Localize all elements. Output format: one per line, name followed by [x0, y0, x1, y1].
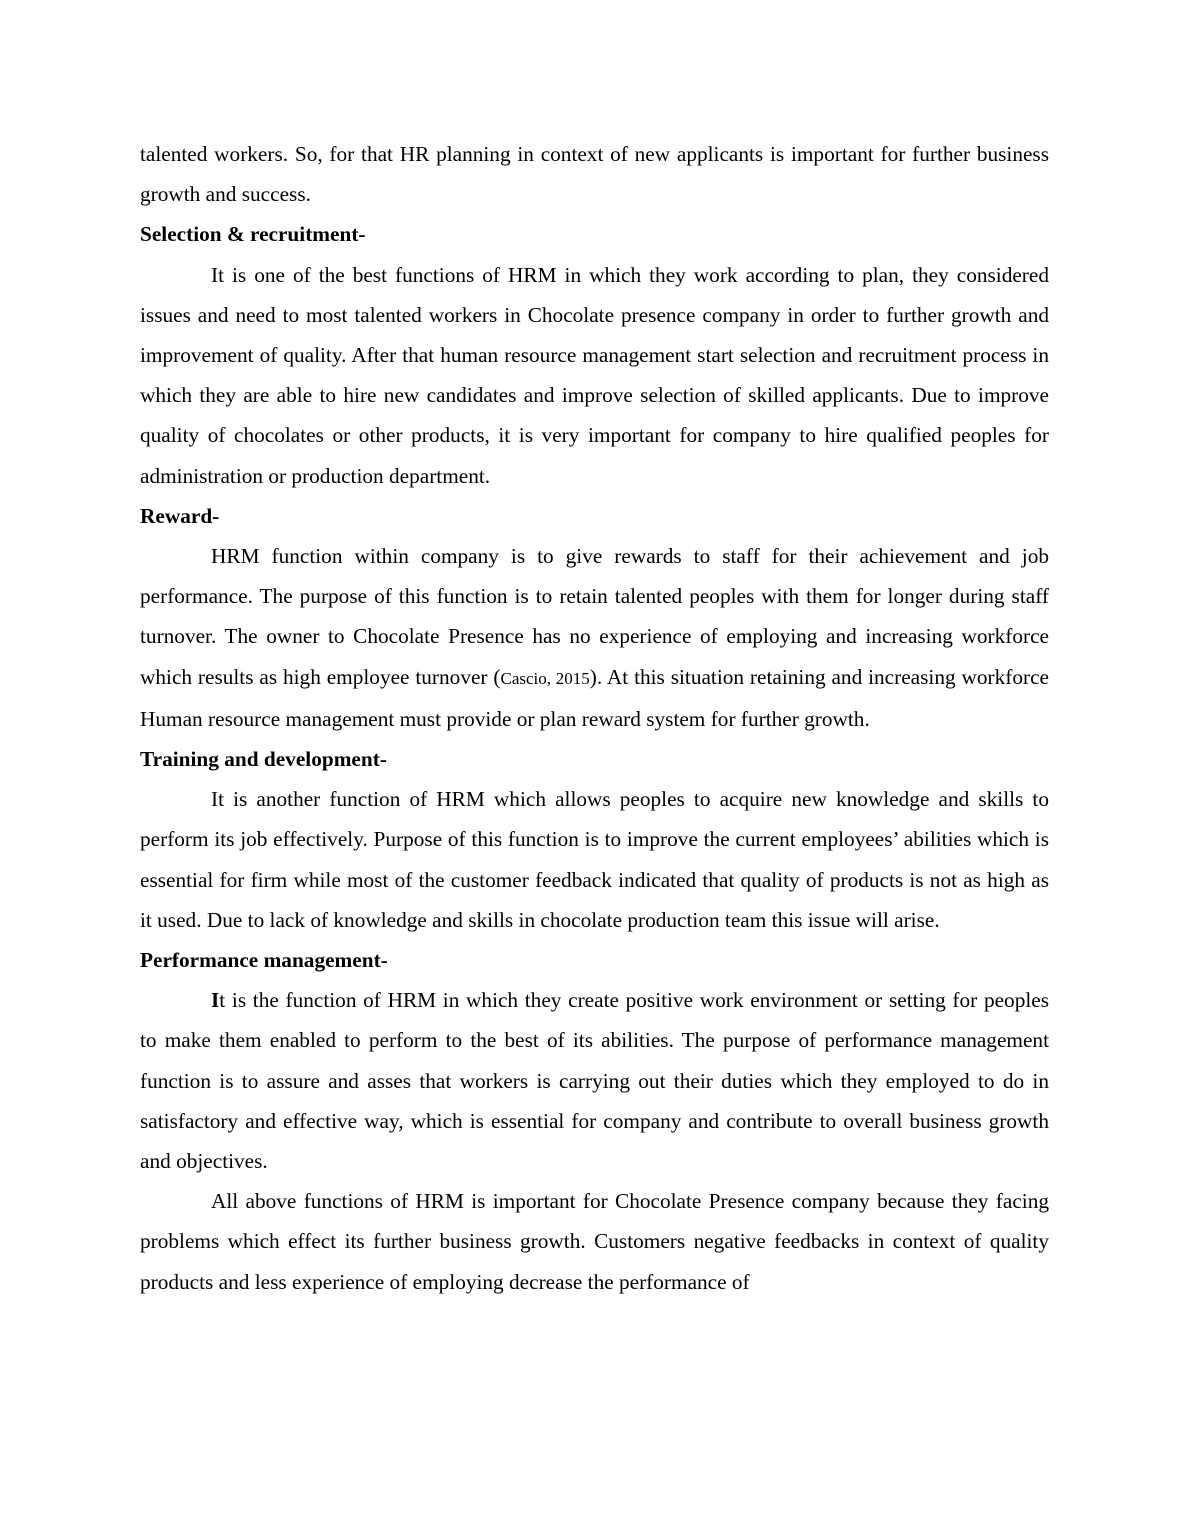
paragraph-reward	[140, 536, 1049, 739]
reward-text-after-citation: ). At this situation retaining and increasing workforce Human resource management must provide or plan reward system for further growth.	[140, 664, 1049, 731]
paragraph-training-development: It is another function of HRM which allows peoples to acquire new knowledge and skills to perform its job effectively. Purpose of this function is to improve the current employees’ abilities which is essential for firm while most of the customer feedback indicated that quality of products is not as high as it used. Due to lack of knowledge and skills in chocolate production team this issue will arise.	[140, 787, 1049, 932]
reward-text-before-citation: HRM function within company is to give rewards to staff for their achievement and job performance. The purpose of this function is to retain talented peoples with them for longer during staff turnover. The owner to Chocolate Presence has no experience of employing and increasing workforce which results as high employee turnover (	[140, 544, 1049, 689]
closing-paragraph: All above functions of HRM is important for Chocolate Presence company because they facing problems which effect its further business growth. Customers negative feedbacks in context of quality products and less experience of employing decrease the performance of	[140, 1189, 1049, 1294]
performance-first-letter: I	[211, 988, 220, 1013]
document-page	[140, 134, 1049, 1302]
heading-reward: Reward-	[140, 503, 220, 528]
heading-training-development: Training and development-	[140, 747, 387, 772]
intro-paragraph: talented workers. So, for that HR planning in context of new applicants is important for further business growth and success.	[140, 142, 1049, 207]
performance-text-rest: t is the function of HRM in which they create positive work environment or setting for peoples to make them enabled to perform to the best of its abilities. The purpose of performance management function is to assure and asses that workers is carrying out their duties which they employed to do in satisfactory and effective way, which is essential for company and contribute to overall business growth and objectives.	[140, 988, 1049, 1174]
paragraph-selection-recruitment: It is one of the best functions of HRM in which they work according to plan, they considered issues and need to most talented workers in Chocolate presence company in order to further growth and improvement of quality. After that human resource management start selection and recruitment process in which they are able to hire new candidates and improve selection of skilled applicants. Due to improve quality of chocolates or other products, it is very important for company to hire qualified peoples for administration or production department.	[140, 262, 1049, 488]
heading-performance-management: Performance management-	[140, 948, 388, 973]
paragraph-performance-management	[140, 980, 1049, 1181]
citation: Cascio, 2015	[500, 668, 590, 688]
heading-selection-recruitment: Selection & recruitment-	[140, 222, 366, 247]
